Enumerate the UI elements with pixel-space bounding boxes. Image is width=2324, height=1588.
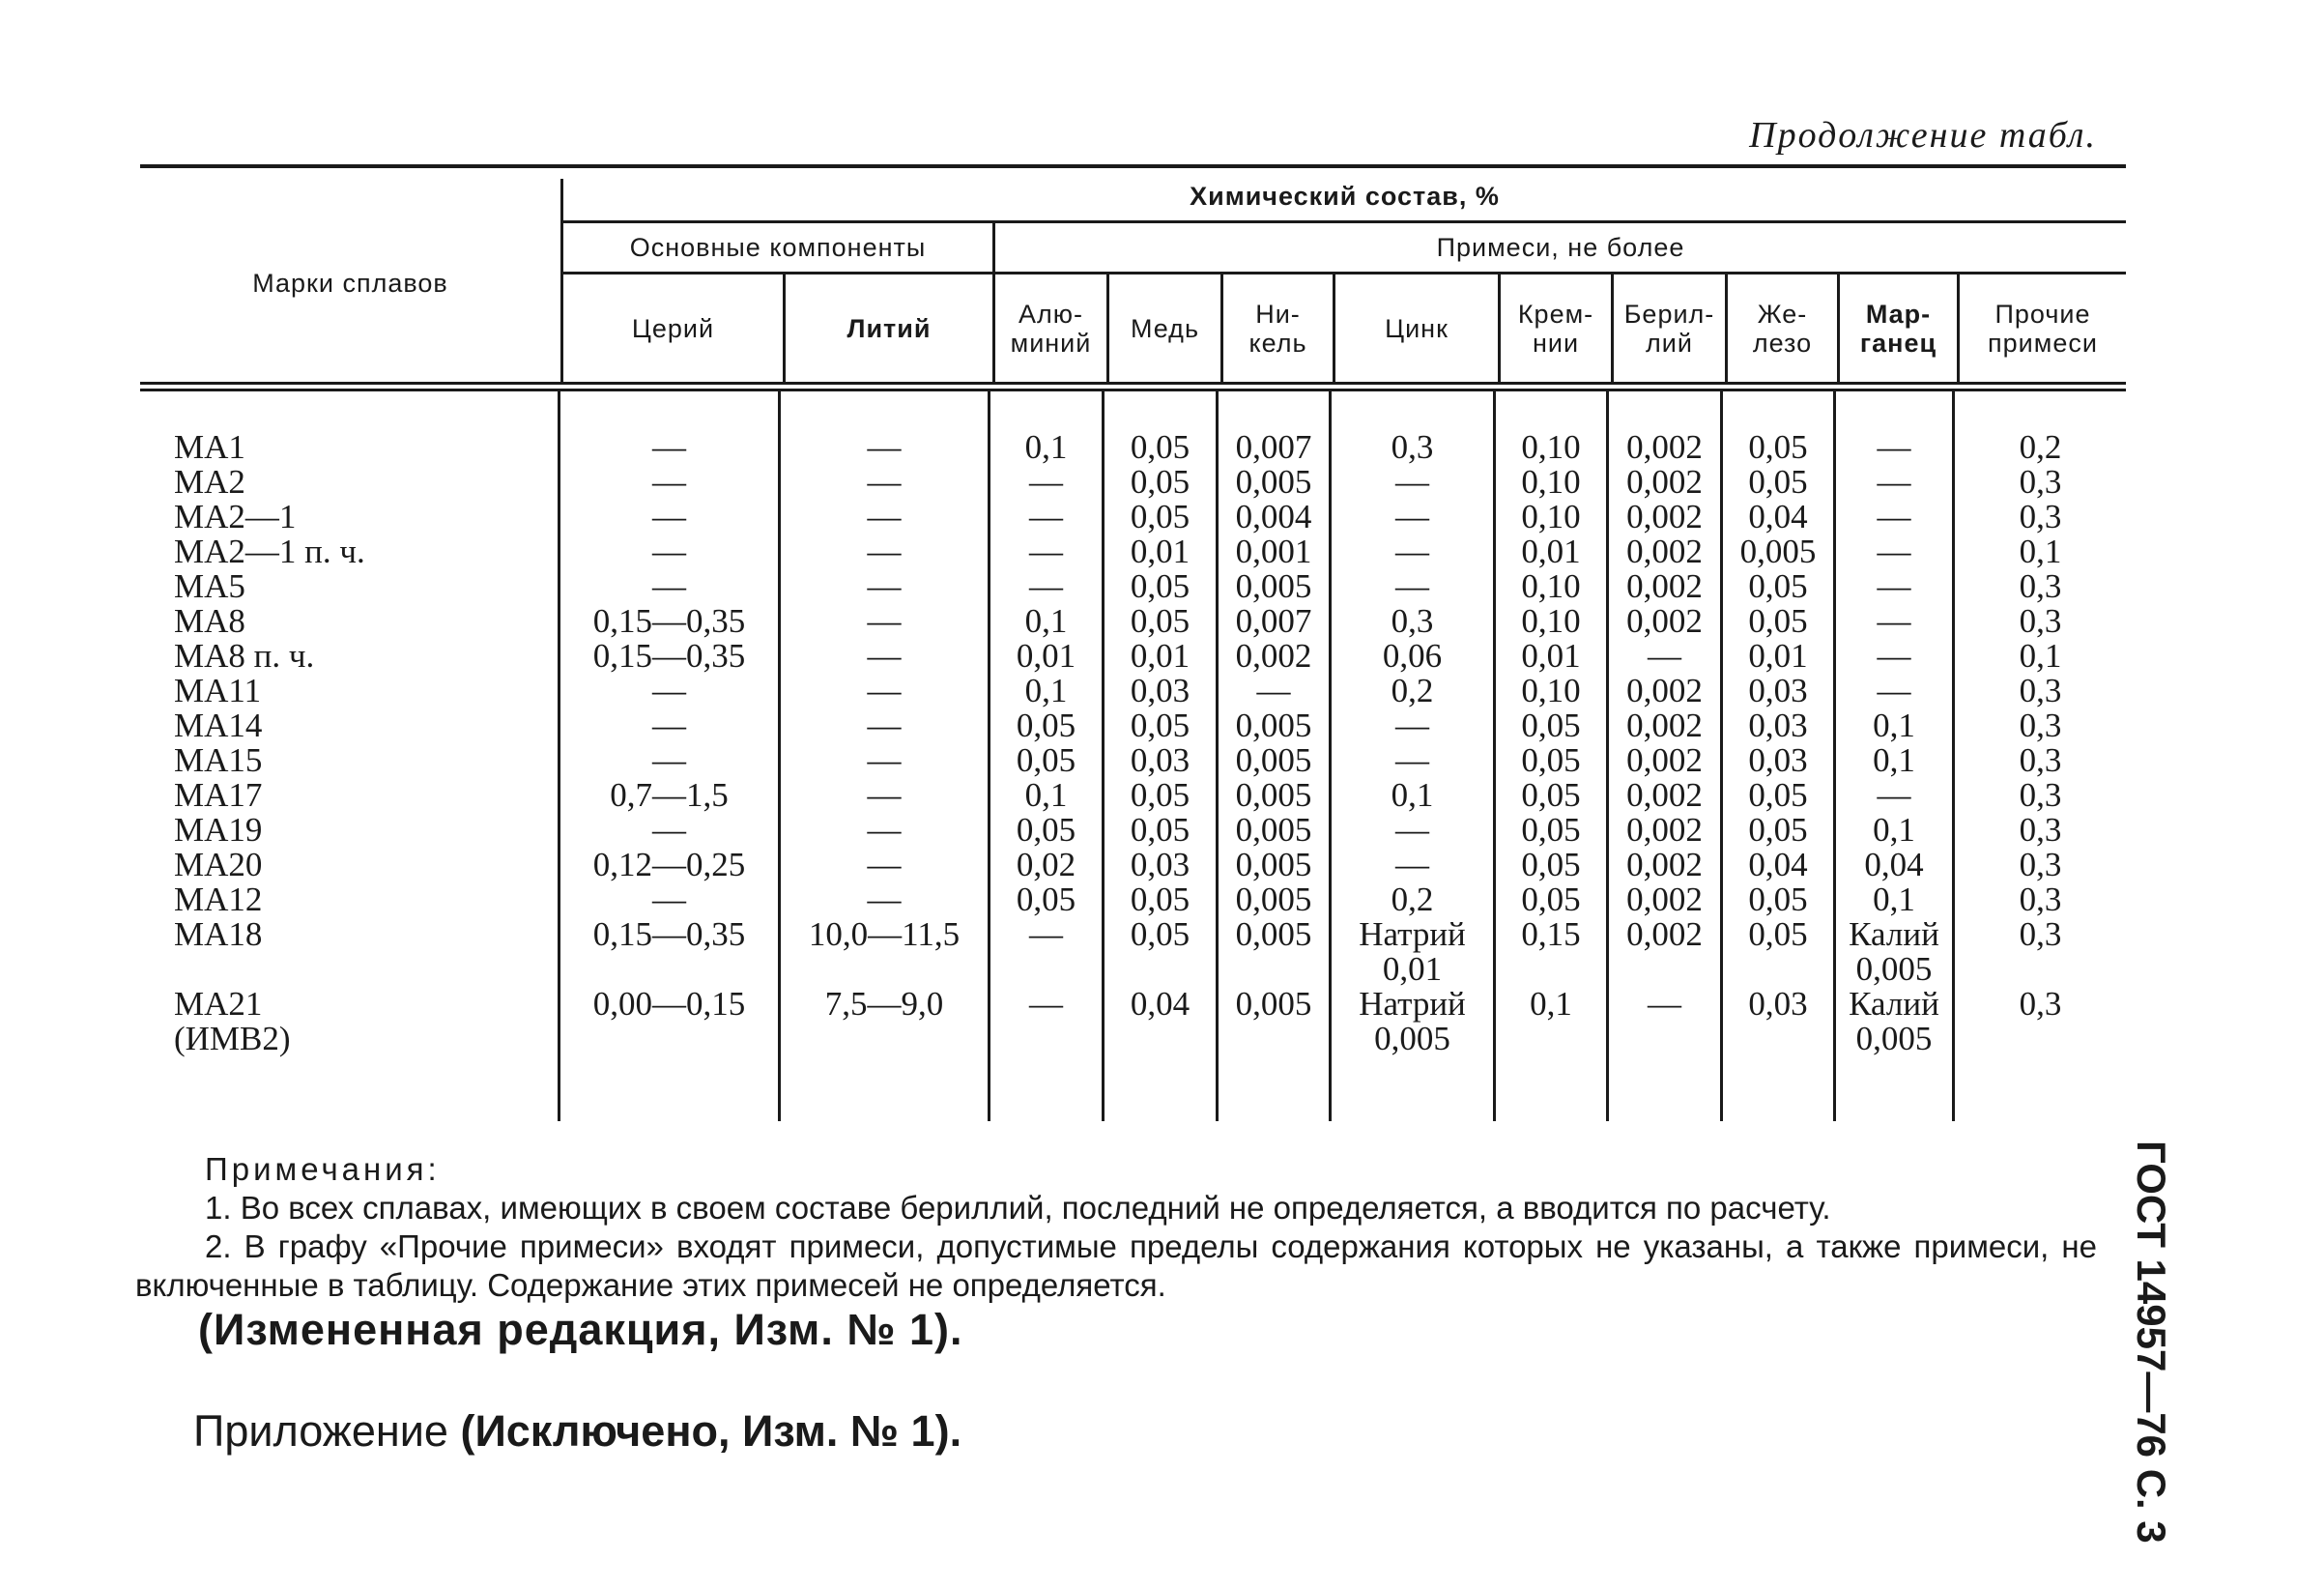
table-cell: — <box>1256 672 1291 709</box>
table-cell: 0,1 <box>1873 811 1915 849</box>
table-cell: Натрий 0,005 <box>1359 985 1466 1057</box>
table-cell: 0,03 <box>1748 707 1808 744</box>
table-cell: 0,3 <box>2019 881 2062 918</box>
table-cell: 0,7—1,5 <box>610 776 729 814</box>
row-grade: МА20 <box>174 846 263 883</box>
table-cell: 0,01 <box>1130 637 1191 675</box>
table-cell: 0,007 <box>1235 428 1312 466</box>
table-body <box>140 391 2126 1121</box>
table-cell: 0,1 <box>1024 776 1068 814</box>
table-cell: — <box>867 672 902 709</box>
table-cell: 0,01 <box>1521 533 1581 570</box>
table-cell: 0,005 <box>1235 741 1312 779</box>
table-cell: 0,04 <box>1748 846 1808 883</box>
table-top-rule <box>140 164 2126 168</box>
table-cell: 0,002 <box>1626 881 1703 918</box>
table-cell: 0,3 <box>2019 811 2062 849</box>
table-cell: 0,002 <box>1626 707 1703 744</box>
chem-rule <box>562 220 2126 223</box>
table-cell: — <box>652 672 686 709</box>
table-cell: — <box>867 846 902 883</box>
table-cell: 0,002 <box>1626 672 1703 709</box>
table-cell: — <box>652 428 686 466</box>
table-cell: 0,03 <box>1748 672 1808 709</box>
table-cell: 0,01 <box>1748 637 1808 675</box>
table-cell: — <box>867 881 902 918</box>
row-grade: МА17 <box>174 776 263 814</box>
row-grade: МА2—1 п. ч. <box>174 533 365 570</box>
table-cell: 0,002 <box>1626 567 1703 605</box>
row-grade: МА12 <box>174 881 263 918</box>
col-aluminium: Алю- миний <box>1010 299 1092 358</box>
table-cell: 0,15—0,35 <box>592 637 746 675</box>
table-cell: Натрий 0,01 <box>1359 915 1466 988</box>
table-cell: 0,3 <box>2019 707 2062 744</box>
table-cell: 0,1 <box>1024 672 1068 709</box>
table-cell: 0,04 <box>1864 846 1924 883</box>
table-cell: 0,05 <box>1521 811 1581 849</box>
row-grade: МА2—1 <box>174 498 297 535</box>
table-cell: — <box>1648 637 1681 675</box>
table-cell: 0,05 <box>1748 463 1808 501</box>
col-silicon: Крем- нии <box>1517 299 1594 358</box>
table-cell: 0,1 <box>2019 533 2062 570</box>
table-cell: — <box>1395 498 1429 535</box>
table-cell: 0,005 <box>1235 985 1312 1023</box>
appendix-label: Приложение <box>193 1406 448 1456</box>
table-cell: — <box>1395 741 1429 779</box>
table-cell: — <box>652 533 686 570</box>
table-cell: — <box>867 567 902 605</box>
table-cell: — <box>867 741 902 779</box>
col-manganese: Мар- ганец <box>1859 299 1937 358</box>
table-cell: — <box>867 707 902 744</box>
grades-header: Марки сплавов <box>252 268 448 298</box>
table-cell: — <box>1029 567 1063 605</box>
table-cell: — <box>1395 707 1429 744</box>
table-cell: 0,3 <box>2019 463 2062 501</box>
table-cell: 0,03 <box>1748 985 1808 1023</box>
header-bottom-rule <box>140 382 2126 385</box>
col-lithium: Литий <box>846 313 932 343</box>
table-cell: 0,1 <box>1530 985 1572 1023</box>
table-cell: — <box>1029 915 1063 953</box>
chem-header: Химический состав, % <box>1190 182 1500 211</box>
table-cell: 0,05 <box>1016 881 1076 918</box>
col-cerium: Церий <box>631 313 715 343</box>
table-cell: 0,05 <box>1130 602 1191 640</box>
table-cell: 0,3 <box>2019 741 2062 779</box>
table-cell: — <box>1029 498 1063 535</box>
table-cell: 0,1 <box>1391 776 1434 814</box>
table-cell: 0,002 <box>1626 602 1703 640</box>
table-cell: 0,005 <box>1235 567 1312 605</box>
continuation-label: Продолжение табл. <box>1749 115 2097 156</box>
table-cell: 0,3 <box>1391 602 1434 640</box>
table-cell: 0,002 <box>1626 498 1703 535</box>
table-cell: 0,005 <box>1235 881 1312 918</box>
table-cell: — <box>1877 463 1911 501</box>
table-cell: 0,3 <box>2019 602 2062 640</box>
table-cell: 0,03 <box>1130 741 1191 779</box>
table-cell: 0,1 <box>1024 428 1068 466</box>
table-cell: 0,02 <box>1016 846 1076 883</box>
table-cell: 0,002 <box>1626 741 1703 779</box>
table-cell: 0,05 <box>1748 602 1808 640</box>
table-cell: — <box>867 463 902 501</box>
table-cell: 0,04 <box>1748 498 1808 535</box>
table-cell: 0,002 <box>1626 428 1703 466</box>
table-cell: 0,01 <box>1130 533 1191 570</box>
table-cell: — <box>1395 533 1429 570</box>
table-cell: 0,04 <box>1130 985 1191 1023</box>
table-cell: — <box>867 776 902 814</box>
row-grade: МА14 <box>174 707 263 744</box>
table-cell: — <box>652 707 686 744</box>
table-cell: 0,05 <box>1130 776 1191 814</box>
table-cell: 0,3 <box>2019 672 2062 709</box>
table-cell: — <box>1877 637 1911 675</box>
table-cell: — <box>1029 985 1063 1023</box>
table-cell: 0,03 <box>1748 741 1808 779</box>
table-cell: 0,2 <box>1391 881 1434 918</box>
table-cell: 0,002 <box>1235 637 1312 675</box>
table-cell: Калий 0,005 <box>1849 915 1939 988</box>
document-side-label: ГОСТ 14957—76 С. 3 <box>2129 1140 2174 1544</box>
table-cell: — <box>652 741 686 779</box>
table-cell: 0,05 <box>1130 881 1191 918</box>
col-copper: Медь <box>1130 313 1200 343</box>
table-cell: — <box>652 498 686 535</box>
edition-note: (Измененная редакция, Изм. № 1). <box>198 1305 963 1354</box>
table-cell: 0,05 <box>1748 428 1808 466</box>
table-cell: 0,05 <box>1130 567 1191 605</box>
table-cell: — <box>1877 498 1911 535</box>
table-cell: — <box>1877 602 1911 640</box>
table-cell: — <box>1877 672 1911 709</box>
table-cell: 7,5—9,0 <box>824 985 944 1023</box>
table-cell: 0,03 <box>1130 672 1191 709</box>
table-cell: 0,002 <box>1626 846 1703 883</box>
table-cell: — <box>652 463 686 501</box>
table-cell: 0,10 <box>1521 602 1581 640</box>
table-cell: — <box>1648 985 1681 1023</box>
row-grade: МА8 <box>174 602 245 640</box>
table-cell: — <box>867 428 902 466</box>
col-iron: Же- лезо <box>1752 299 1813 358</box>
table-cell: 0,3 <box>2019 567 2062 605</box>
table-cell: 0,005 <box>1235 846 1312 883</box>
row-grade: МА19 <box>174 811 263 849</box>
table-cell: — <box>867 533 902 570</box>
table-cell: — <box>1029 463 1063 501</box>
table-cell: 0,005 <box>1235 915 1312 953</box>
appendix-note <box>193 1406 961 1457</box>
notes <box>135 1150 2097 1305</box>
table-cell: 0,1 <box>1873 707 1915 744</box>
table-cell: 0,01 <box>1016 637 1076 675</box>
impurities-header: Примеси, не более <box>1436 233 1685 262</box>
table-cell: 0,05 <box>1130 811 1191 849</box>
table-cell: 0,05 <box>1748 915 1808 953</box>
table-cell: 0,002 <box>1626 463 1703 501</box>
table-cell: — <box>867 637 902 675</box>
row-grade: МА21 (ИМВ2) <box>174 985 291 1057</box>
table-cell: — <box>1395 846 1429 883</box>
table-cell: 0,002 <box>1626 915 1703 953</box>
table-cell: — <box>1877 776 1911 814</box>
table-cell: 0,005 <box>1235 776 1312 814</box>
table-header <box>140 164 2126 391</box>
table-cell: 10,0—11,5 <box>808 915 961 953</box>
row-grade: МА15 <box>174 741 263 779</box>
table-cell: 0,002 <box>1626 533 1703 570</box>
table-cell: 0,15—0,35 <box>592 915 746 953</box>
table-cell: 0,03 <box>1130 846 1191 883</box>
table-cell: 0,05 <box>1521 776 1581 814</box>
table-cell: — <box>1877 533 1911 570</box>
table-cell: 0,05 <box>1016 707 1076 744</box>
table-cell: 0,10 <box>1521 498 1581 535</box>
row-grade: МА1 <box>174 428 245 466</box>
table-cell: 0,05 <box>1748 776 1808 814</box>
table-cell: 0,3 <box>2019 776 2062 814</box>
notes-title: Примечания: <box>205 1151 441 1187</box>
table-cell: 0,10 <box>1521 567 1581 605</box>
table-cell: 0,3 <box>1391 428 1434 466</box>
table-cell: 0,001 <box>1235 533 1312 570</box>
table-cell: 0,05 <box>1521 846 1581 883</box>
main-components-header: Основные компоненты <box>629 233 927 262</box>
table-cell: 0,2 <box>2019 428 2062 466</box>
table-cell: 0,05 <box>1521 881 1581 918</box>
table-cell: 0,15 <box>1521 915 1581 953</box>
table-cell: — <box>1395 567 1429 605</box>
table-cell: 0,05 <box>1130 707 1191 744</box>
table-cell: 0,05 <box>1016 741 1076 779</box>
table-cell: 0,06 <box>1382 637 1443 675</box>
table-cell: — <box>867 811 902 849</box>
table-cell: — <box>867 602 902 640</box>
table-cell: 0,005 <box>1235 707 1312 744</box>
col-other: Прочие примеси <box>1988 299 2098 358</box>
table-cell: 0,1 <box>1024 602 1068 640</box>
table-cell: 0,00—0,15 <box>592 985 746 1023</box>
table-cell: — <box>1877 567 1911 605</box>
table-cell: 0,1 <box>1873 741 1915 779</box>
table-cell: 0,002 <box>1626 811 1703 849</box>
col-nickel: Ни- кель <box>1248 299 1307 358</box>
table-cell: — <box>1029 533 1063 570</box>
table-cell: 0,15—0,35 <box>592 602 746 640</box>
table-cell: 0,10 <box>1521 672 1581 709</box>
appendix-status: (Исключено, Изм. № 1). <box>460 1406 962 1456</box>
table-cell: — <box>652 811 686 849</box>
note-item: 1. Во всех сплавах, имеющих в своем составе бериллий, последний не определяется, а вводится по расчету. <box>205 1190 1831 1226</box>
table-cell: 0,3 <box>2019 498 2062 535</box>
table-cell: 0,002 <box>1626 776 1703 814</box>
col-zinc: Цинк <box>1385 313 1449 343</box>
table-cell: 0,1 <box>1873 881 1915 918</box>
table-cell: — <box>867 498 902 535</box>
table-cell: 0,05 <box>1130 498 1191 535</box>
table-cell: 0,05 <box>1748 567 1808 605</box>
table-cell: — <box>1877 428 1911 466</box>
table-cell: 0,005 <box>1739 533 1817 570</box>
table-cell: 0,05 <box>1521 741 1581 779</box>
table-cell: 0,005 <box>1235 463 1312 501</box>
table-cell: 0,10 <box>1521 428 1581 466</box>
table-cell: 0,004 <box>1235 498 1312 535</box>
table-cell: 0,3 <box>2019 985 2062 1023</box>
table-cell: 0,05 <box>1016 811 1076 849</box>
row-grade: МА8 п. ч. <box>174 637 315 675</box>
table-cell: — <box>1395 463 1429 501</box>
table-cell: 0,05 <box>1748 811 1808 849</box>
row-grade: МА5 <box>174 567 245 605</box>
row-grade: МА18 <box>174 915 263 953</box>
table-cell: 0,05 <box>1521 707 1581 744</box>
table-cell: 0,05 <box>1130 428 1191 466</box>
table-cell: 0,05 <box>1748 881 1808 918</box>
col-beryllium: Берил- лий <box>1623 299 1715 358</box>
table-cell: — <box>652 881 686 918</box>
table-cell: 0,1 <box>2019 637 2062 675</box>
table-cell: 0,3 <box>2019 846 2062 883</box>
table-cell: 0,2 <box>1391 672 1434 709</box>
table-cell: — <box>1395 811 1429 849</box>
row-grade: МА11 <box>174 672 262 709</box>
table-cell: — <box>652 567 686 605</box>
table-cell: 0,12—0,25 <box>592 846 746 883</box>
table-cell: 0,10 <box>1521 463 1581 501</box>
row-grade: МА2 <box>174 463 245 501</box>
table-cell: 0,005 <box>1235 811 1312 849</box>
table-cell: 0,01 <box>1521 637 1581 675</box>
table-cell: Калий 0,005 <box>1849 985 1939 1057</box>
note-item: 2. В графу «Прочие примеси» входят примеси, допустимые пределы содержания которых не указаны, а также примеси, не включенные в таблицу. Содержание этих примесей не определяется. <box>135 1228 2097 1303</box>
table-cell: 0,007 <box>1235 602 1312 640</box>
table-cell: 0,05 <box>1130 915 1191 953</box>
table-cell: 0,3 <box>2019 915 2062 953</box>
table-cell: 0,05 <box>1130 463 1191 501</box>
